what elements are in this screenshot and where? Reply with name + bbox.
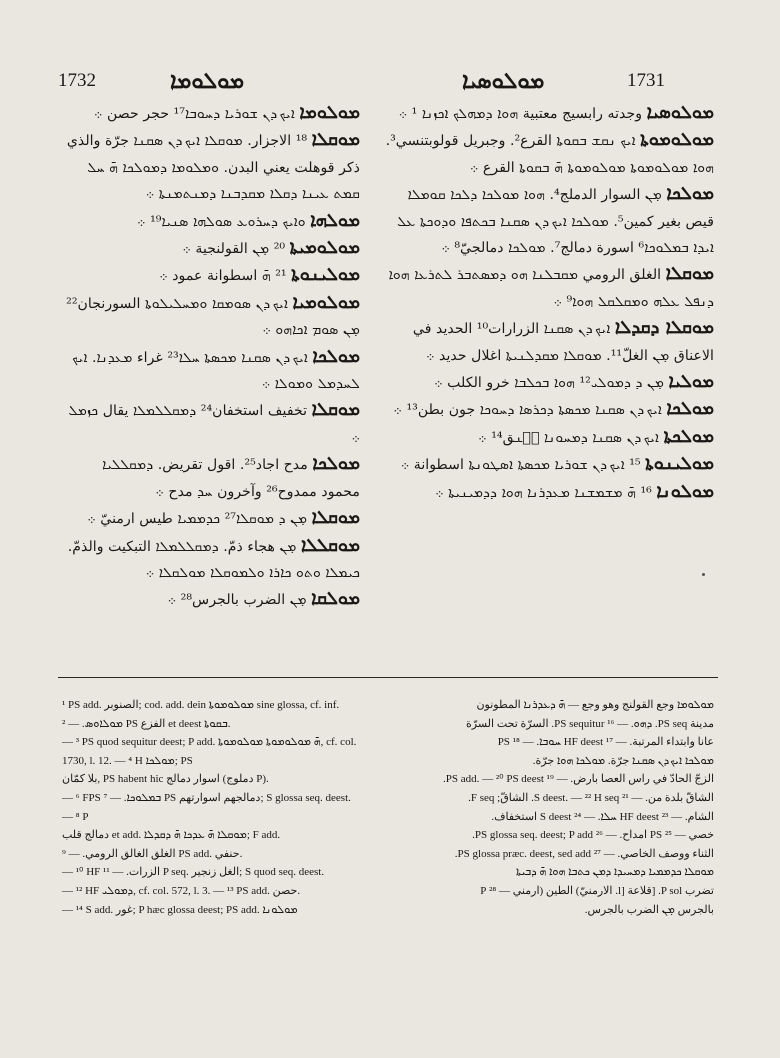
dictionary-entry: [380, 396, 714, 423]
entry-headword: ܡܘܠܟܬܐ: [663, 425, 714, 447]
entry-gloss: ܐܝܟ ܕܢ ܣܩܢܐ الزرارات¹⁰ الحديد في الاعناق ܡ̣ܢ الغلّ¹¹. ܡܘܩܠܐ ܡܩܕܠܢܝܬܐ اغلال حديد ܀: [412, 321, 714, 364]
entry-gloss: ܐܝܟ ܢܩܫ ܒܩܘܬܐ القرع². وجبريل قولوبتنسي³. ܗܘܐ ܡܘܠܘܡܘܬܐ ܡܘܠܘܡܘܬܐ ܗ̄ ܒܩܘܬܐ القرع ܀: [385, 133, 714, 176]
entry-headword: ܡܘܩܠܐ: [311, 507, 360, 529]
footnote-line: ܡܘܠܟܐ ܐܝܟ ܕܢ ܣܩܢܐ جرّة. ܡܘܠܟܐ ܗܘܐ جرّة.: [532, 754, 714, 767]
entry-headword: ܡܘܠܟܐ: [666, 183, 714, 205]
footnotes-right: [380, 696, 714, 919]
dictionary-entry: [60, 290, 360, 344]
entry-gloss: وجدته رابسيج معتبية ܗܘܐ ܕܡܗܠܟ ܐܟܙܢܐ ¹ ܀: [398, 106, 643, 122]
footnote-line: دمالج قلب et add. ܡܘܩܠܐ ܗ̄ ܥܕܟܐ ܗ̄ ܕܩܕܠܐ; F add.: [62, 829, 281, 842]
dictionary-entry: [60, 451, 360, 505]
footnote-line: خصي — ²⁵ PS امداح. — ²⁶ PS glossa seq. deest; P add.: [472, 829, 714, 842]
dictionary-entry: [60, 208, 360, 235]
dictionary-entry: [60, 235, 360, 262]
entry-headword: ܡܘܠܝܢܘܬܐ: [291, 264, 360, 286]
footnote-line: بلا كمّان, PS habent hic اسوار دمالج (دملوج P).: [62, 773, 269, 786]
footnote-line: تضرب P sol. [قلاعة [l. الارمنيّ) الطين (ارمني — ²⁸ P: [480, 884, 714, 897]
dictionary-entry: [60, 505, 360, 532]
footnote-line: عانا وابتداء المرتبة. — ¹⁷ HF deest ܚܘܒܐ. — ¹⁸ PS: [497, 736, 714, 749]
entry-gloss: الغلق الرومي ܡܩܒܠܢܐ ܗܘ ܕܡܣܬܒܪ ܠܬܪܥܐ ܗܘܐ ܕܢܦܠ ܥܠܗ ܘܡܩܠܩܠ ܗܘܐ⁹ ܀: [388, 267, 714, 310]
footnote-line: بالجرس ܡ̣ܢ الضرب بالجرس.: [584, 903, 714, 916]
dictionary-entry: [380, 369, 714, 396]
entry-gloss: ܐܝܟ ܕܢ ܣܩܢܐ ܡܟܣܬܐ ܚܠܐ²³ غراء ܡܥܕܢܐ. ܐܝܟ ܠܚܕܡܠ ܘܡܘܠܐ ܀: [72, 349, 360, 393]
entry-headword: ܡܘܠܟܐ: [312, 453, 360, 475]
entry-headword: ܡܘܩܠܐ: [311, 129, 360, 151]
footnote-line: مدينة PS seq. ܕܗܘ. — ¹⁶ PS sequitur. السرّة تحت السرّة: [466, 717, 714, 730]
entry-headword: ܡܘܩܠܠܐ: [301, 534, 360, 556]
entry-gloss: ܡ̣ܢ ܕ ܕܡܘܠܝ¹² ܗܘܐ ܒܟܠܒܐ خرو الكلب ܀: [434, 375, 665, 392]
entry-headword: ܡܘܠܘܡܝܐ: [292, 291, 360, 313]
entry-headword: ܡܘܠܝܐ: [668, 371, 714, 393]
dictionary-entry: [380, 315, 714, 369]
entry-headword: ܡܘܠܝܢܘܬܐ: [645, 453, 714, 475]
footnote-line: الغلق الغالق الرومي. — ⁹ PS add. حنفي.: [62, 847, 243, 860]
entry-gloss: ܐܝܟ ܕܢ ܣܘܡܩܐ ܘܡܚܠܝܠܘܬܐ السورنجان²² ܡ̣ܢ ܣܘܡ ܐܟܐܗܘ ܀: [66, 295, 360, 339]
entry-gloss: مدح اجاد²⁵. اقول تقريض. ܕܡܩܠܠܝܐ محمود ممدوح²⁶ وآخرون ܚܕ مدح ܀: [102, 457, 360, 500]
right-running-title: ܡܘܠܘܣܝܐ: [462, 68, 545, 94]
dictionary-entry: [380, 424, 714, 451]
margin-dot: [702, 573, 705, 576]
entry-gloss: ܐܝܟ ܕܢ ܣܩܢܐ ܡܟܣܬܐ ܕܟܪܣܐ ܕܚܘܟܐ جون بطن¹³ ܀: [393, 402, 662, 419]
footnote-line: — ³ PS quod sequitur deest; P add. ܗ̄ ܡܘܠܘܡܘܬܐ ܡܘܠܘܡܘܬܐ, cf. col. 1730, l. 12. — ⁴ H ܡܘܠܟܐ; PS: [62, 736, 357, 767]
entry-headword: ܡܘܠܘܣܝܐ: [646, 102, 714, 123]
entry-gloss: ܘܐܝܟ ܕܚܪܘܥ ܣܘܠܗܐ ܣܢܝܐ¹⁹ ܀: [137, 213, 306, 230]
dictionary-entry: [60, 262, 360, 289]
right-column: [380, 100, 714, 506]
dictionary-entry: [60, 586, 360, 613]
entry-headword: ܡܘܠܘܡܘܬܐ: [640, 129, 714, 151]
footnote-line: ¹ PS add. الصنوبر; cod. add. dein ܡܘܠܘܡܘܬܐ sine glossa, cf. inf. ܡܘܠܐܘܣ. — ² PS الفزع et deest ܒܩܘܬܐ.: [62, 699, 340, 730]
entry-headword: ܡܘܠܘܡܝܬܐ: [289, 237, 360, 259]
footnote-line: — ⁶ FPS ܒܡܠܘܟܐ. — ⁷ PS دمالجهم اسوارتهم; S glossa seq. deest. — ⁸ P: [62, 791, 351, 823]
footnote-line: — ¹⁰ HF الزرات. — ¹¹ P seq. الغل زنجير; S quod seq. deest.: [62, 866, 325, 879]
entry-gloss: ܡ̣ܢ الضرب بالجرس²⁸ ܀: [167, 592, 307, 609]
entry-headword: ܡܘܠܗܐ: [310, 209, 360, 231]
entry-headword: ܡܘܠܟܐ: [312, 345, 360, 367]
footnote-line: الشام. — ²³ HF deest ܚܠܐ. — ²⁴ S deest استخفاف.: [491, 810, 714, 823]
footnote-line: الثناء ووصف الخاصي. — ²⁷ PS glossa præc. deest, sed add.: [454, 847, 714, 860]
dictionary-entry: [380, 451, 714, 478]
dictionary-entry: [60, 100, 360, 127]
entry-gloss: ܡ̣ܢ هجاء ذمّ. ܕܡܩܠܠܡܠܐ التبكيت والذمّ. ܟܝܡܠܐ ܘܬܘ ܟܐܪܐ ܘܠܡܘܩܠܐ ܡܘܠܩܠܐ ܀: [67, 538, 360, 581]
footnote-line: الشاقّ بلدة من. — ²¹ S deest. — ²² H seq. الشاقّ; F seq.: [468, 791, 714, 804]
dictionary-entry: [380, 127, 714, 181]
entry-headword: ܡܘܠܟܐ: [666, 398, 714, 420]
entry-headword: ܡܘܩܠܐ ܕܩܕܠܐ: [614, 317, 714, 339]
entry-gloss: ¹⁶ ܗ̄ ܡܫܡܫܢܐ ܡܥܕܪܢܐ ܗܘܐ ܕܕܡܝܢܝܬܐ ܀: [435, 484, 652, 501]
entry-gloss: ²¹ ܗ̄ اسطوانة عمود ܀: [159, 268, 287, 285]
entry-gloss: ܐܝܟ ܕܢ ܣܩܢܐ ܕܡܚܘܢܐ ܥُܢق¹⁴ ܀: [478, 429, 660, 446]
dictionary-entry: [60, 533, 360, 587]
left-column: [60, 100, 360, 614]
dictionary-entry: [380, 181, 714, 261]
footnote-line: — ¹⁴ S add. غور; P hæc glossa deest; PS add. ܡܘܠܘܢܐ: [62, 903, 298, 916]
entry-gloss: ²⁰ ܡ̣ܢ القولنجية ܀: [182, 241, 286, 258]
dictionary-entry: [60, 344, 360, 398]
left-page-number: 1732: [58, 70, 96, 91]
page-header: [0, 68, 780, 98]
dictionary-entry: [380, 100, 714, 127]
entry-headword: ܡܘܩܠܐ: [311, 399, 360, 421]
footnote-line: — ¹² HF ܕܡܘܠܝ, cf. col. 572, l. 3. — ¹³ PS add. حصن.: [62, 884, 301, 897]
entry-gloss: تخفيف استخفان²⁴ ܕܡܩܠܠܡܠܐ يقال ܟܙܡܠ ܀: [68, 403, 360, 446]
dictionary-entry: [380, 261, 714, 315]
left-running-title: ܡܘܠܘܡܐ: [170, 68, 245, 94]
entry-gloss: ܡ̣ܢ ܕ ܡܘܩܠܐ²⁷ ܟܕܡܡܝܐ طيس ارمنيّ ܀: [87, 511, 308, 528]
dictionary-entry: [60, 127, 360, 207]
footnotes-left: [62, 696, 362, 919]
footnote-line: ܡܘܩܠܐ ܟܕܡܡܝܐ ܕܡܚܝܕܐ ܕܡܢ ܟܬܒܐ ܗܘܐ ܗ̄ ܕܒܝܬܐ: [516, 866, 714, 879]
entry-gloss: ¹⁵ ܐܝܟ ܕܢ ܫܘܪܝܐ ܡܟܣܬܐ ܐܣܛܘܢܬܐ اسطوانة ܀: [400, 457, 641, 474]
entry-headword: ܡܘܠܘܢܐ: [656, 480, 714, 502]
entry-gloss: ܐܝܟ ܕܢ ܫܘܪܝܐ ܕܚܘܒܐ¹⁷ حجر حصن ܀: [93, 106, 295, 122]
entry-headword: ܡܘܠܘܡܐ: [299, 102, 360, 123]
footnote-rule: [58, 677, 718, 678]
right-page-number: 1731: [627, 70, 665, 91]
footnote-line: ܡܘܠܘܡܐ وجع القولنج وهو وجع — ܗ̄ ܕܥܕܪܢܐ المطونون: [476, 699, 714, 711]
entry-gloss: ܡ̣ܢ السوار الدملج⁴. ܗܘܐ ܡܘܠܟܐ ܕܠܟܐ ܩܘܡܠܐ قيص بغير كمين⁵. ܡܘܠܟܐ ܐܝܟ ܕܢ ܣܩܢܐ ܒܟܬܦܐ ܘܕܘܟܬܐ ܥܠ ܐܝܕܐ ܒܡܠܘܟܐ⁶ اسورة دمالج⁷. ܡܘܠܟܐ دمالجيّ⁸ ܀: [397, 187, 714, 257]
entry-headword: ܡܘܩܠܐ: [665, 263, 714, 285]
entry-headword: ܡܘܠܩܐ: [311, 588, 360, 610]
dictionary-entry: [380, 479, 714, 506]
footnote-line: الزجّ الحادّ في راس العصا بارض. — ¹⁹ PS add. — ²⁰ PS deest.: [443, 773, 714, 786]
dictionary-entry: [60, 397, 360, 451]
entry-gloss: ¹⁸ الاجزار. ܡܘܩܠܐ ܐܝܟ ܕܢ ܣܩܢܐ جرّة والذي ذكر قوهلت يعني البدن. ܘܡܠܘܡܐ ܕܡܘܠܟܐ ܗ̄ ܚܠ ܩܡܬ ܥܝܢܐ ܕܩܠܐ ܡܩܕܒܢܐ ܕܡܢܬܡܢܬܐ ܀: [66, 133, 360, 203]
